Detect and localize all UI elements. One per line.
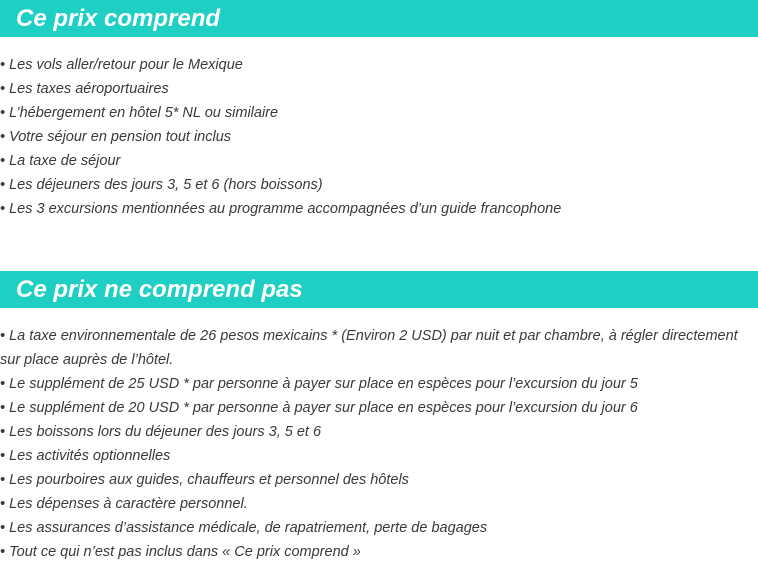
- excluded-list: [0, 324, 758, 564]
- included-item: • La taxe de séjour: [0, 153, 121, 169]
- excluded-section-header: [0, 271, 758, 308]
- included-item: • Les 3 excursions mentionnées au programme accompagnées d’un guide francophone: [0, 201, 562, 217]
- included-item: • Les vols aller/retour pour le Mexique: [0, 57, 243, 73]
- excluded-item: • Tout ce qui n’est pas inclus dans « Ce prix comprend »: [0, 544, 361, 560]
- excluded-item: • Les assurances d’assistance médicale, de rapatriement, perte de bagages: [0, 520, 488, 536]
- included-title: Ce prix comprend: [16, 4, 221, 32]
- included-item: • Les déjeuners des jours 3, 5 et 6 (hors boissons): [0, 177, 323, 193]
- excluded-item: • Les dépenses à caractère personnel.: [0, 496, 248, 512]
- included-item: • Votre séjour en pension tout inclus: [0, 129, 232, 145]
- excluded-item: • Le supplément de 20 USD * par personne à payer sur place en espèces pour l’excursion du jour 6: [0, 400, 638, 416]
- excluded-item: • Le supplément de 25 USD * par personne à payer sur place en espèces pour l’excursion du jour 5: [0, 376, 638, 392]
- included-list: [0, 53, 758, 221]
- excluded-item: • Les pourboires aux guides, chauffeurs et personnel des hôtels: [0, 472, 409, 488]
- excluded-item: • La taxe environnementale de 26 pesos mexicains * (Environ 2 USD) par nuit et par chambre, à régler directement sur place auprès de l’hôtel.: [0, 328, 738, 368]
- excluded-item: • Les activités optionnelles: [0, 448, 171, 464]
- excluded-title: Ce prix ne comprend pas: [16, 275, 303, 303]
- included-item: • L’hébergement en hôtel 5* NL ou similaire: [0, 105, 279, 121]
- included-item: • Les taxes aéroportuaires: [0, 81, 169, 97]
- excluded-item: • Les boissons lors du déjeuner des jours 3, 5 et 6: [0, 424, 322, 440]
- included-section-header: [0, 0, 758, 37]
